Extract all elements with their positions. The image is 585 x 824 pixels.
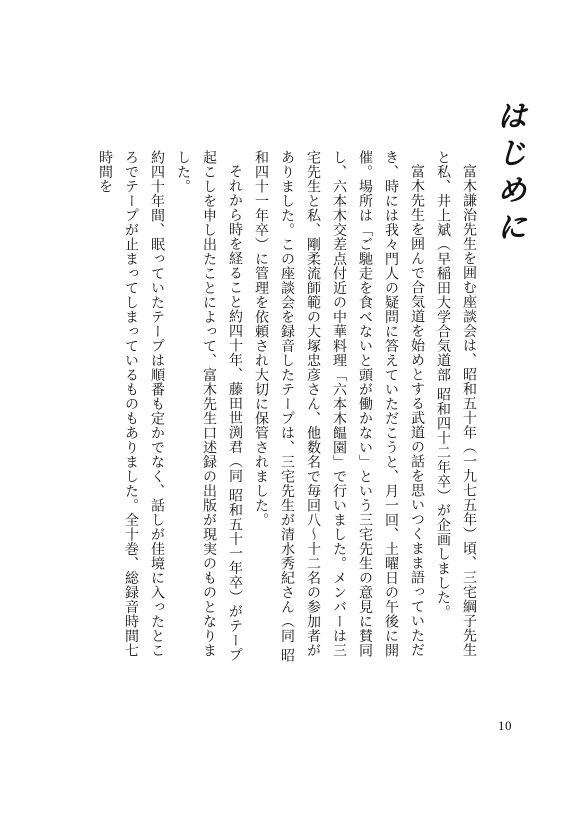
body-text <box>92 150 482 670</box>
paragraph: それから時を経ること約四十年、藤田世渕君（同 昭和五十一年卒）がテープ起こしを申し出たことによって、富木先生口述録の出版が現実のものとなりました。 <box>175 150 243 662</box>
paragraph: 富木謙治先生を囲む座談会は、昭和五十年（一九七五年）頃、三宅綱子先生と私、井上斌（早稲田大学合気道部 昭和四十二年卒）が企画しました。 <box>435 150 477 657</box>
paragraph: 約四十年間、眠っていたテープは順番も定かでなく、話しが佳境に入ったところでテープが止まってしまっているものもありました。全十巻、総録音時間七時間を <box>97 150 165 658</box>
page-title: はじめに <box>491 100 526 248</box>
paragraph: 富木先生を囲んで合気道を始めとする武道の話を思いつくまま語っていただき、時には我々門人の疑問に答えていただこうと、月一回、土曜日の午後に開催。場所は「ご馳走を食べないと頭が働かない」という三宅先生の意見に賛同し、六本木交差点付近の中華料理「六本木饂園」で行いました。メンバーは三宅先生と私、剛柔流師範の大塚忠彦さん、他数名で毎回八～十二名の参加者がありました。この座談会を録音したテープは、三宅先生が清水秀紀さん（同 昭和四十一年卒）に管理を依頼され大切に保管されました。 <box>253 150 425 663</box>
page-number: 10 <box>498 718 512 733</box>
